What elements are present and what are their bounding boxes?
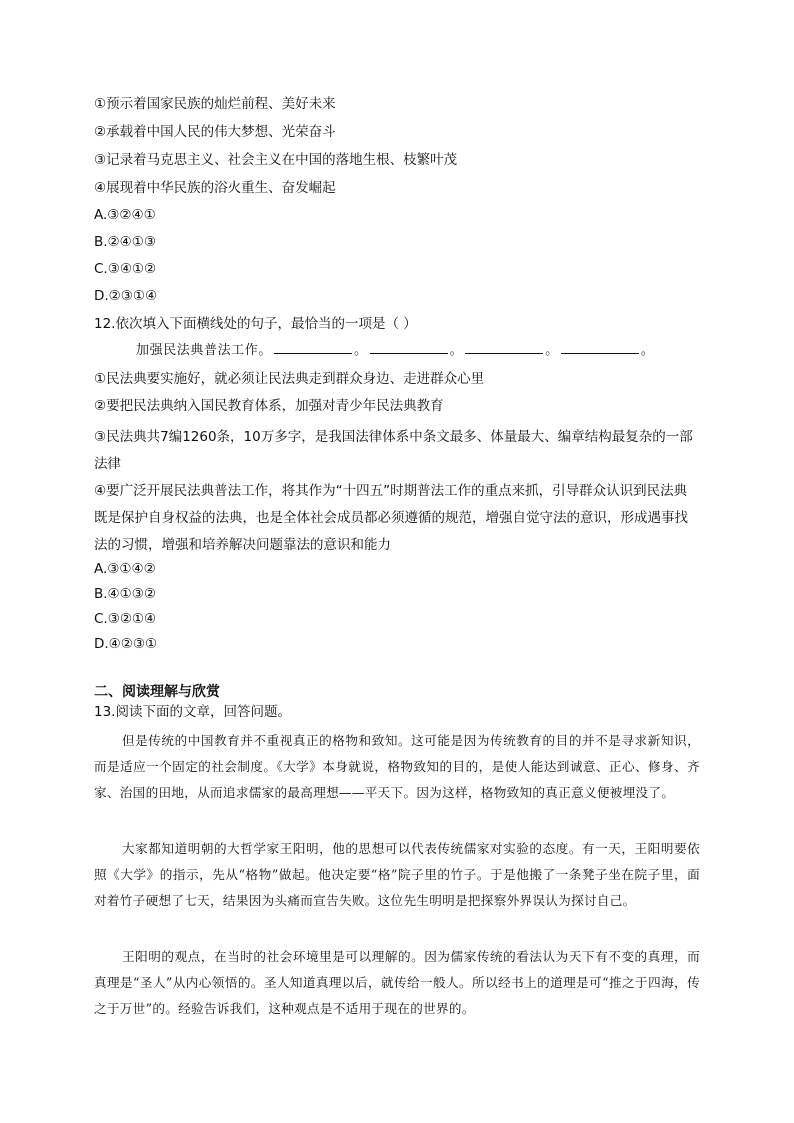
q12-stem: 12.依次填入下面横线处的句子，最恰当的一项是（ ） <box>94 316 417 332</box>
q12-sentence-2: ②要把民法典纳入国民教育体系，加强对青少年民法典教育 <box>94 398 444 414</box>
q13-stem: 13.阅读下面的文章，回答问题。 <box>94 704 291 720</box>
passage-paragraph-2: 大家都知道明朝的大哲学家王阳明，他的思想可以代表传统儒家对实验的态度。有一天，王阳明要依照《大学》的指示，先从“格物”做起。他决定要“格”院子里的竹子。于是他搬了一条凳子坐在院子里，面对着竹子硬想了七天，结果因为头痛而宣告失败。这位先生明明是把探察外界误认为探讨自己。 <box>94 841 700 908</box>
blank-period-3: 。 <box>545 343 559 358</box>
q11-option-c: C.③④①② <box>94 261 157 277</box>
fill-blank-4 <box>561 341 639 354</box>
q11-sentence-3: ③记录着马克思主义、社会主义在中国的落地生根、枝繁叶茂 <box>94 152 458 168</box>
q11-option-b: B.②④①③ <box>94 234 156 250</box>
q12-sentence-1: ①民法典要实施好，就必须让民法典走到群众身边、走进群众心里 <box>94 371 485 387</box>
q11-sentence-4: ④展现着中华民族的浴火重生、奋发崛起 <box>94 180 336 196</box>
q12-prompt <box>136 341 654 361</box>
fill-blank-1 <box>274 341 352 354</box>
fill-blank-3 <box>465 341 543 354</box>
q11-sentence-2: ②承载着中国人民的伟大梦想、光荣奋斗 <box>94 124 336 140</box>
q12-option-c: C.③②①④ <box>94 611 157 627</box>
q11-option-d: D.②③①④ <box>94 288 158 304</box>
q12-option-a: A.③①④② <box>94 561 156 577</box>
fill-blank-2 <box>370 341 448 354</box>
q12-option-b: B.④①③② <box>94 586 156 602</box>
q11-option-a: A.③②④① <box>94 207 156 223</box>
blank-period-2: 。 <box>449 343 464 358</box>
blank-period-4: 。 <box>640 343 655 358</box>
q12-option-d: D.④②③① <box>94 636 158 652</box>
passage-paragraph-3: 王阳明的观点，在当时的社会环境里是可以理解的。因为儒家传统的看法认为天下有不变的真理，而真理是“圣人”从内心领悟的。圣人知道真理以后，就传给一般人。所以经书上的道理是可“推之于四海，传之于万世”的。经验告诉我们，这种观点是不适用于现在的世界的。 <box>94 949 700 1016</box>
blank-period-1: 。 <box>354 343 368 358</box>
section-heading: 二、阅读理解与欣赏 <box>94 684 220 700</box>
q12-prompt-text: 加强民法典普法工作。 <box>136 343 273 358</box>
q12-sentence-3: ③民法典共7编1260条，10万多字，是我国法律体系中条文最多、体量最大、编章结构最复杂的一部法律 <box>94 429 693 472</box>
q12-sentence-4: ④要广泛开展民法典普法工作，将其作为“十四五”时期普法工作的重点来抓，引导群众认识到民法典既是保护自身权益的法典，也是全体社会成员都必须遵循的规范，增强自觉守法的意识，形成遇事找法的习惯，增强和培养解决问题靠法的意识和能力 <box>94 483 688 553</box>
q11-sentence-1: ①预示着国家民族的灿烂前程、美好未来 <box>94 96 336 112</box>
passage-paragraph-1: 但是传统的中国教育并不重视真正的格物和致知。这可能是因为传统教育的目的并不是寻求新知识，而是适应一个固定的社会制度。《大学》本身就说，格物致知的目的，是使人能达到诚意、正心、修身、齐家、治国的田地，从而追求儒家的最高理想——平天下。因为这样，格物致知的真正意义便被埋没了。 <box>94 733 700 800</box>
